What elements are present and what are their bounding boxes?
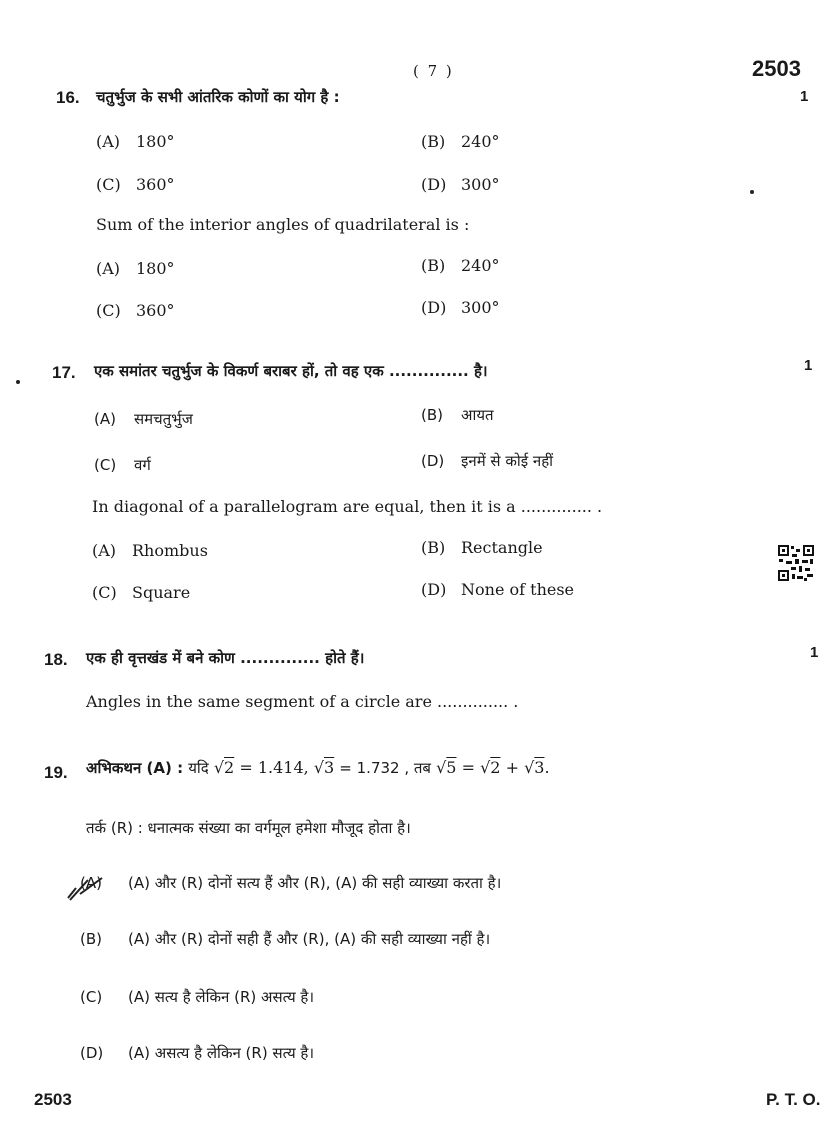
question-text-hindi: एक समांतर चतुर्भुज के विकर्ण बराबर हों, तो वह एक .............. है।: [94, 362, 488, 380]
question-text-english: Angles in the same segment of a circle are .............. .: [86, 692, 519, 711]
option-label: (A): [92, 541, 117, 560]
option-text: 360°: [136, 175, 175, 194]
sqrt-symbol: √: [213, 758, 225, 777]
option-text: इनमें से कोई नहीं: [461, 452, 554, 470]
paper-code: 2503: [752, 56, 801, 81]
value-sqrt3: = 1.732 , तब: [339, 759, 431, 777]
question-number: 18.: [44, 650, 68, 669]
option-label: (D): [421, 452, 445, 470]
scan-dot: [16, 380, 20, 384]
marks: 1: [810, 644, 819, 661]
assertion-if: यदि: [188, 759, 209, 777]
option-text: 240°: [461, 132, 500, 151]
option: [92, 583, 190, 602]
footer-code: 2503: [34, 1090, 72, 1109]
option-text: आयत: [461, 406, 494, 424]
option-text: Rectangle: [461, 538, 543, 557]
option: [421, 298, 500, 317]
equals-sign: =: [461, 758, 475, 777]
option-text: None of these: [461, 580, 575, 599]
question-number: 16.: [56, 88, 80, 107]
option-text: 360°: [136, 301, 175, 320]
option-label: (A): [80, 874, 102, 892]
question-text-hindi: चतुर्भुज के सभी आंतरिक कोणों का योग है :: [96, 88, 340, 106]
option-text: Rhombus: [132, 541, 208, 560]
page-number: ( 7 ): [413, 62, 454, 80]
option-text: 300°: [461, 298, 500, 317]
option-label: (C): [96, 301, 121, 320]
radicand: 5: [446, 758, 457, 777]
question-text-hindi: एक ही वृत्तखंड में बने कोण .............. होते हैं।: [86, 649, 365, 667]
option-text: (A) सत्य है लेकिन (R) असत्य है।: [128, 988, 315, 1006]
radicand: 2: [224, 758, 235, 777]
full-stop: .: [544, 758, 550, 777]
option: [80, 929, 490, 949]
option-text: समचतुर्भुज: [134, 410, 193, 428]
option: [92, 541, 208, 560]
option: [96, 301, 175, 320]
option: [80, 987, 314, 1007]
option-label: (D): [421, 175, 447, 194]
option-text: (A) और (R) दोनों सही हैं और (R), (A) की सही व्याख्या नहीं है।: [128, 930, 491, 948]
option-label: (D): [421, 580, 447, 599]
sqrt-symbol: √: [524, 758, 535, 777]
option-label: (B): [421, 256, 446, 275]
option-text: (A) और (R) दोनों सत्य हैं और (R), (A) की सही व्याख्या करता है।: [128, 874, 502, 892]
assertion-statement: [86, 758, 550, 778]
option: [421, 538, 543, 557]
question-number: 17.: [52, 363, 76, 382]
scan-dot: [750, 190, 754, 194]
qr-code-image: [777, 544, 815, 582]
option-text: 240°: [461, 256, 500, 275]
option: [96, 175, 175, 194]
option-label: (A): [94, 410, 116, 428]
option: [421, 451, 553, 471]
option-label: (C): [92, 583, 117, 602]
option: [421, 580, 574, 599]
reason-statement: तर्क (R) : धनात्मक संख्या का वर्गमूल हमेशा मौजूद होता है।: [86, 819, 411, 837]
option: [421, 405, 494, 425]
option-label: (D): [421, 298, 447, 317]
option-label: (C): [94, 456, 117, 474]
option-label: (B): [421, 538, 446, 557]
radicand: 3: [534, 758, 545, 777]
option: [421, 175, 500, 194]
radicand: 3: [324, 758, 335, 777]
plus-sign: +: [505, 758, 519, 777]
footer-pto: P. T. O.: [766, 1090, 821, 1109]
option-label: (C): [80, 988, 103, 1006]
option: [80, 873, 501, 893]
radicand: 2: [490, 758, 501, 777]
value-sqrt2: = 1.414,: [239, 758, 309, 777]
option-text: 300°: [461, 175, 500, 194]
question-text-english: In diagonal of a parallelogram are equal, then it is a .............. .: [92, 497, 603, 516]
option: [421, 132, 500, 151]
option-label: (D): [80, 1044, 104, 1062]
assertion-label: अभिकथन (A) :: [86, 759, 184, 777]
question-number: 19.: [44, 763, 68, 782]
option-text: वर्ग: [134, 456, 151, 474]
option: [94, 409, 193, 429]
marks: 1: [804, 357, 813, 374]
option-label: (A): [96, 132, 121, 151]
option: [96, 259, 175, 278]
option-text: Square: [132, 583, 191, 602]
option: [94, 455, 151, 475]
option: [96, 132, 175, 151]
option-label: (B): [80, 930, 102, 948]
option-text: (A) असत्य है लेकिन (R) सत्य है।: [128, 1044, 315, 1062]
sqrt-symbol: √: [436, 758, 447, 777]
option: [421, 256, 500, 275]
sqrt-symbol: √: [313, 758, 325, 777]
option-text: 180°: [136, 259, 175, 278]
option-text: 180°: [136, 132, 175, 151]
option-label: (C): [96, 175, 121, 194]
option-label: (B): [421, 406, 443, 424]
marks: 1: [800, 88, 809, 105]
option-label: (A): [96, 259, 121, 278]
option: [80, 1043, 314, 1063]
option-label: (B): [421, 132, 446, 151]
question-text-english: Sum of the interior angles of quadrilateral is :: [96, 215, 470, 234]
sqrt-symbol: √: [480, 758, 491, 777]
